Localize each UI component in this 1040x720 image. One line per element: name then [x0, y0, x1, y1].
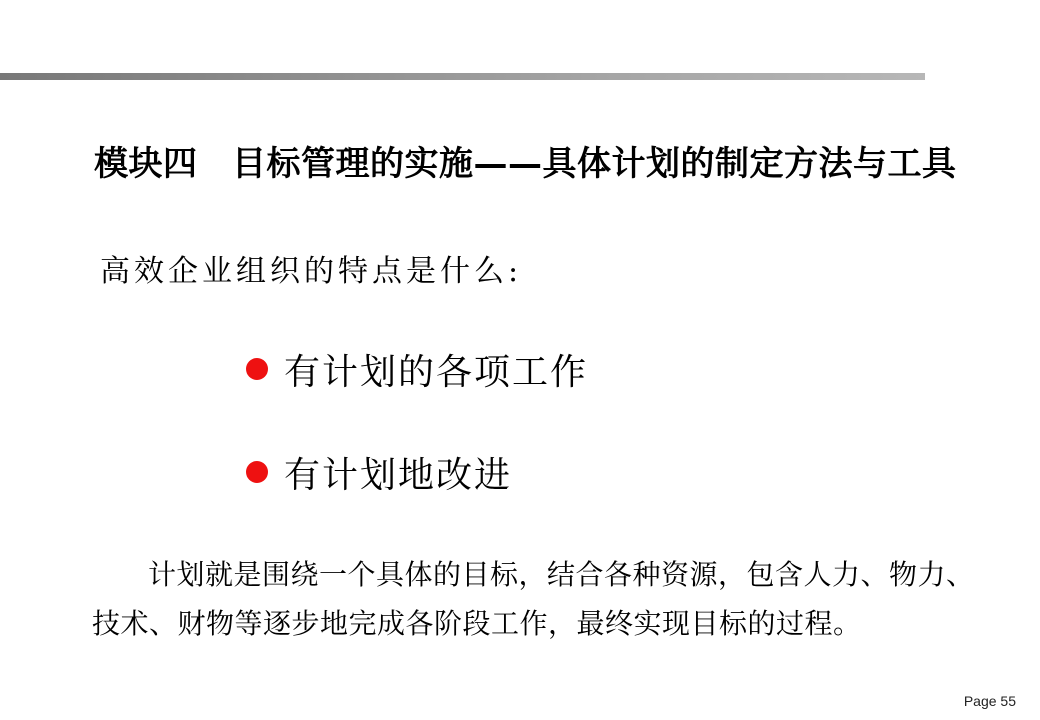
body-paragraph — [92, 550, 992, 648]
top-divider-line — [0, 73, 925, 80]
bullet-item — [246, 449, 588, 495]
bullet-list — [246, 346, 588, 552]
paragraph-line: 技术、财物等逐步地完成各阶段工作，最终实现目标的过程。 — [92, 607, 862, 640]
page-number: Page 55 — [963, 693, 1016, 709]
bullet-item — [246, 346, 588, 392]
red-bullet-icon — [246, 461, 268, 483]
red-bullet-icon — [246, 358, 268, 380]
paragraph-line: 计划就是围绕一个具体的目标，结合各种资源，包含人力、物力、 — [148, 558, 975, 591]
bullet-label: 有计划的各项工作 — [284, 351, 589, 393]
section-heading: 高效企业组织的特点是什么: — [100, 254, 523, 289]
bullet-label: 有计划地改进 — [284, 454, 513, 496]
slide-title: 模块四 目标管理的实施——具体计划的制定方法与工具 — [94, 144, 957, 184]
